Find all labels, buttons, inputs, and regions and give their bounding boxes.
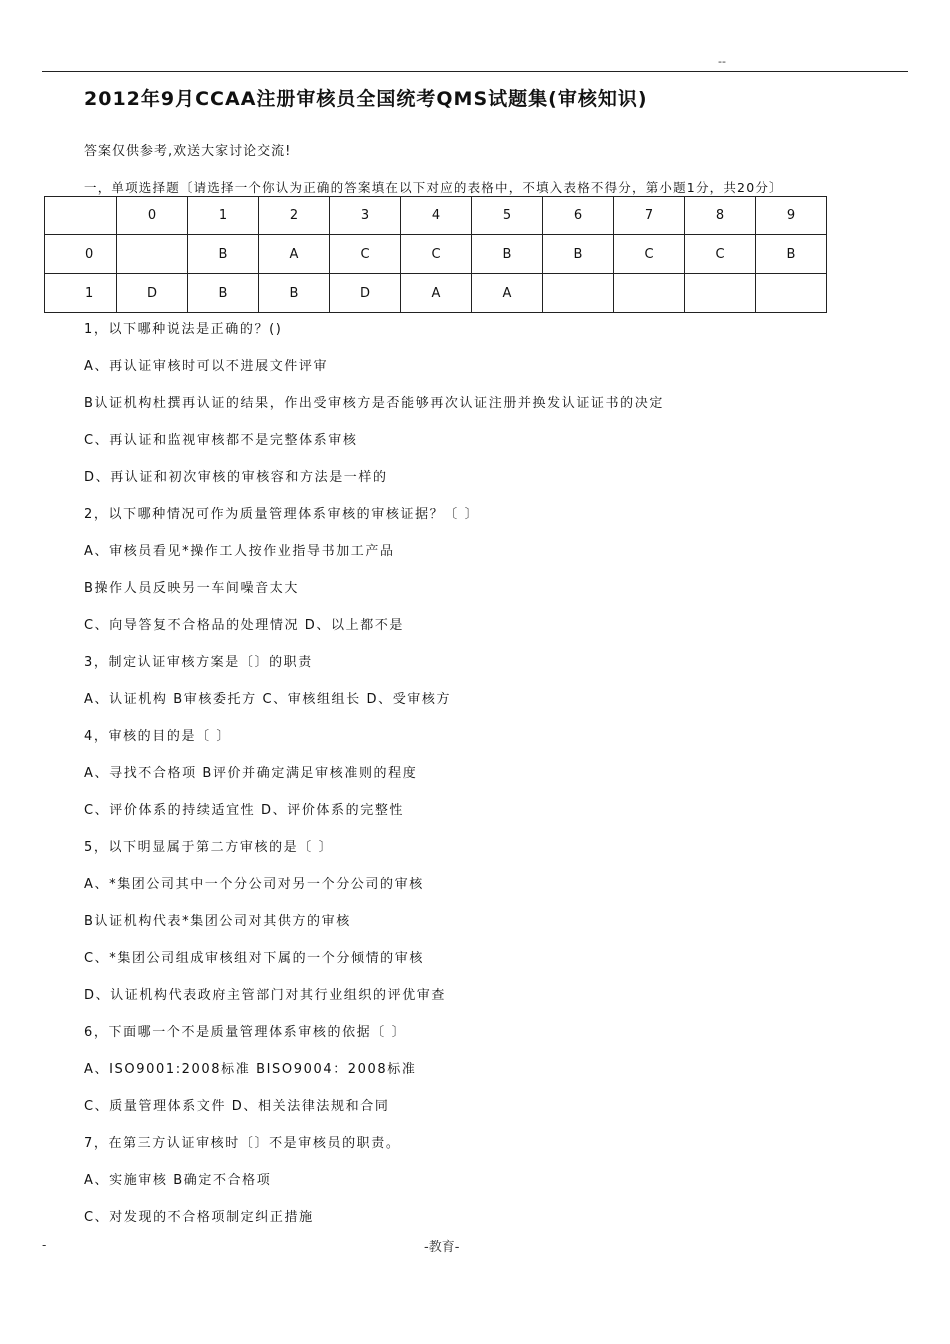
answer-option: A、实施审核 B确定不合格项	[84, 1173, 272, 1188]
question-6: 6，下面哪一个不是质量管理体系审核的依据〔 〕	[84, 1025, 407, 1040]
question-list	[84, 321, 664, 1246]
table-cell: A	[401, 274, 472, 313]
table-cell: B	[259, 274, 330, 313]
header-mark: --	[718, 55, 726, 68]
table-cell: B	[756, 235, 827, 274]
answer-option: A、认证机构 B审核委托方 C、审核组组长 D、受审核方	[84, 692, 452, 707]
table-row	[45, 274, 827, 313]
footer-mark: -	[42, 1238, 47, 1252]
table-cell: 0	[45, 235, 117, 274]
question-2: 2，以下哪种情况可作为质量管理体系审核的审核证据？〔 〕	[84, 507, 480, 522]
question-3: 3，制定认证审核方案是〔〕的职责	[84, 655, 313, 670]
question-5: 5，以下明显属于第二方审核的是〔 〕	[84, 840, 334, 855]
table-cell: 4	[401, 197, 472, 235]
table-cell: 2	[259, 197, 330, 235]
answer-option: A、*集团公司其中一个分公司对另一个分公司的审核	[84, 877, 424, 892]
answer-option: A、寻找不合格项 B评价并确定满足审核准则的程度	[84, 766, 418, 781]
footer-label: -教育-	[424, 1240, 460, 1255]
table-cell	[117, 235, 188, 274]
table-cell: 3	[330, 197, 401, 235]
answer-note: 答案仅供参考,欢送大家讨论交流!	[84, 144, 292, 159]
header-rule	[42, 71, 908, 72]
answer-option: C、质量管理体系文件 D、相关法律法规和合同	[84, 1099, 390, 1114]
table-cell: 8	[685, 197, 756, 235]
table-cell: A	[472, 274, 543, 313]
table-cell: B	[188, 235, 259, 274]
table-cell: A	[259, 235, 330, 274]
table-row	[45, 235, 827, 274]
answer-option: B认证机构杜撰再认证的结果，作出受审核方是否能够再次认证注册并换发认证证书的决定	[84, 396, 664, 411]
answer-option: B操作人员反映另一车间噪音太大	[84, 581, 299, 596]
answer-option: B认证机构代表*集团公司对其供方的审核	[84, 914, 351, 929]
answer-option: C、向导答复不合格品的处理情况 D、以上都不是	[84, 618, 405, 633]
table-cell: C	[685, 235, 756, 274]
question-7: 7，在第三方认证审核时〔〕不是审核员的职责。	[84, 1136, 401, 1151]
table-cell: 6	[543, 197, 614, 235]
table-cell: D	[330, 274, 401, 313]
table-cell: 9	[756, 197, 827, 235]
answer-option: A、审核员看见*操作工人按作业指导书加工产品	[84, 544, 395, 559]
answer-option: D、再认证和初次审核的审核容和方法是一样的	[84, 470, 388, 485]
answer-option: D、认证机构代表政府主管部门对其行业组织的评优审查	[84, 988, 447, 1003]
table-cell: C	[614, 235, 685, 274]
answer-option: C、*集团公司组成审核组对下属的一个分倾情的审核	[84, 951, 424, 966]
table-cell: B	[472, 235, 543, 274]
table-cell: 7	[614, 197, 685, 235]
page-title: 2012年9月CCAA注册审核员全国统考QMS试题集(审核知识)	[84, 88, 648, 110]
question-1: 1，以下哪种说法是正确的？()	[84, 322, 283, 337]
table-cell: B	[543, 235, 614, 274]
section-title: 一，单项选择题〔请选择一个你认为正确的答案填在以下对应的表格中，不填入表格不得分，第小题1分，共20分〕	[84, 180, 783, 195]
table-cell	[614, 274, 685, 313]
table-cell: 1	[45, 274, 117, 313]
answer-option: A、再认证审核时可以不进展文件评审	[84, 359, 329, 374]
answer-option: A、ISO9001:2008标准 BISO9004：2008标准	[84, 1062, 417, 1077]
table-header-row	[45, 197, 827, 235]
question-4: 4，审核的目的是〔 〕	[84, 729, 232, 744]
table-cell	[45, 197, 117, 235]
table-cell: C	[401, 235, 472, 274]
table-cell: B	[188, 274, 259, 313]
answer-option: C、对发现的不合格项制定纠正措施	[84, 1210, 314, 1225]
answer-table	[44, 196, 827, 313]
table-cell: C	[330, 235, 401, 274]
answer-option: C、评价体系的持续适宜性 D、评价体系的完整性	[84, 803, 405, 818]
table-cell: 0	[117, 197, 188, 235]
table-cell	[756, 274, 827, 313]
table-cell	[543, 274, 614, 313]
table-cell	[685, 274, 756, 313]
table-cell: D	[117, 274, 188, 313]
table-cell: 5	[472, 197, 543, 235]
table-cell: 1	[188, 197, 259, 235]
answer-option: C、再认证和监视审核都不是完整体系审核	[84, 433, 358, 448]
